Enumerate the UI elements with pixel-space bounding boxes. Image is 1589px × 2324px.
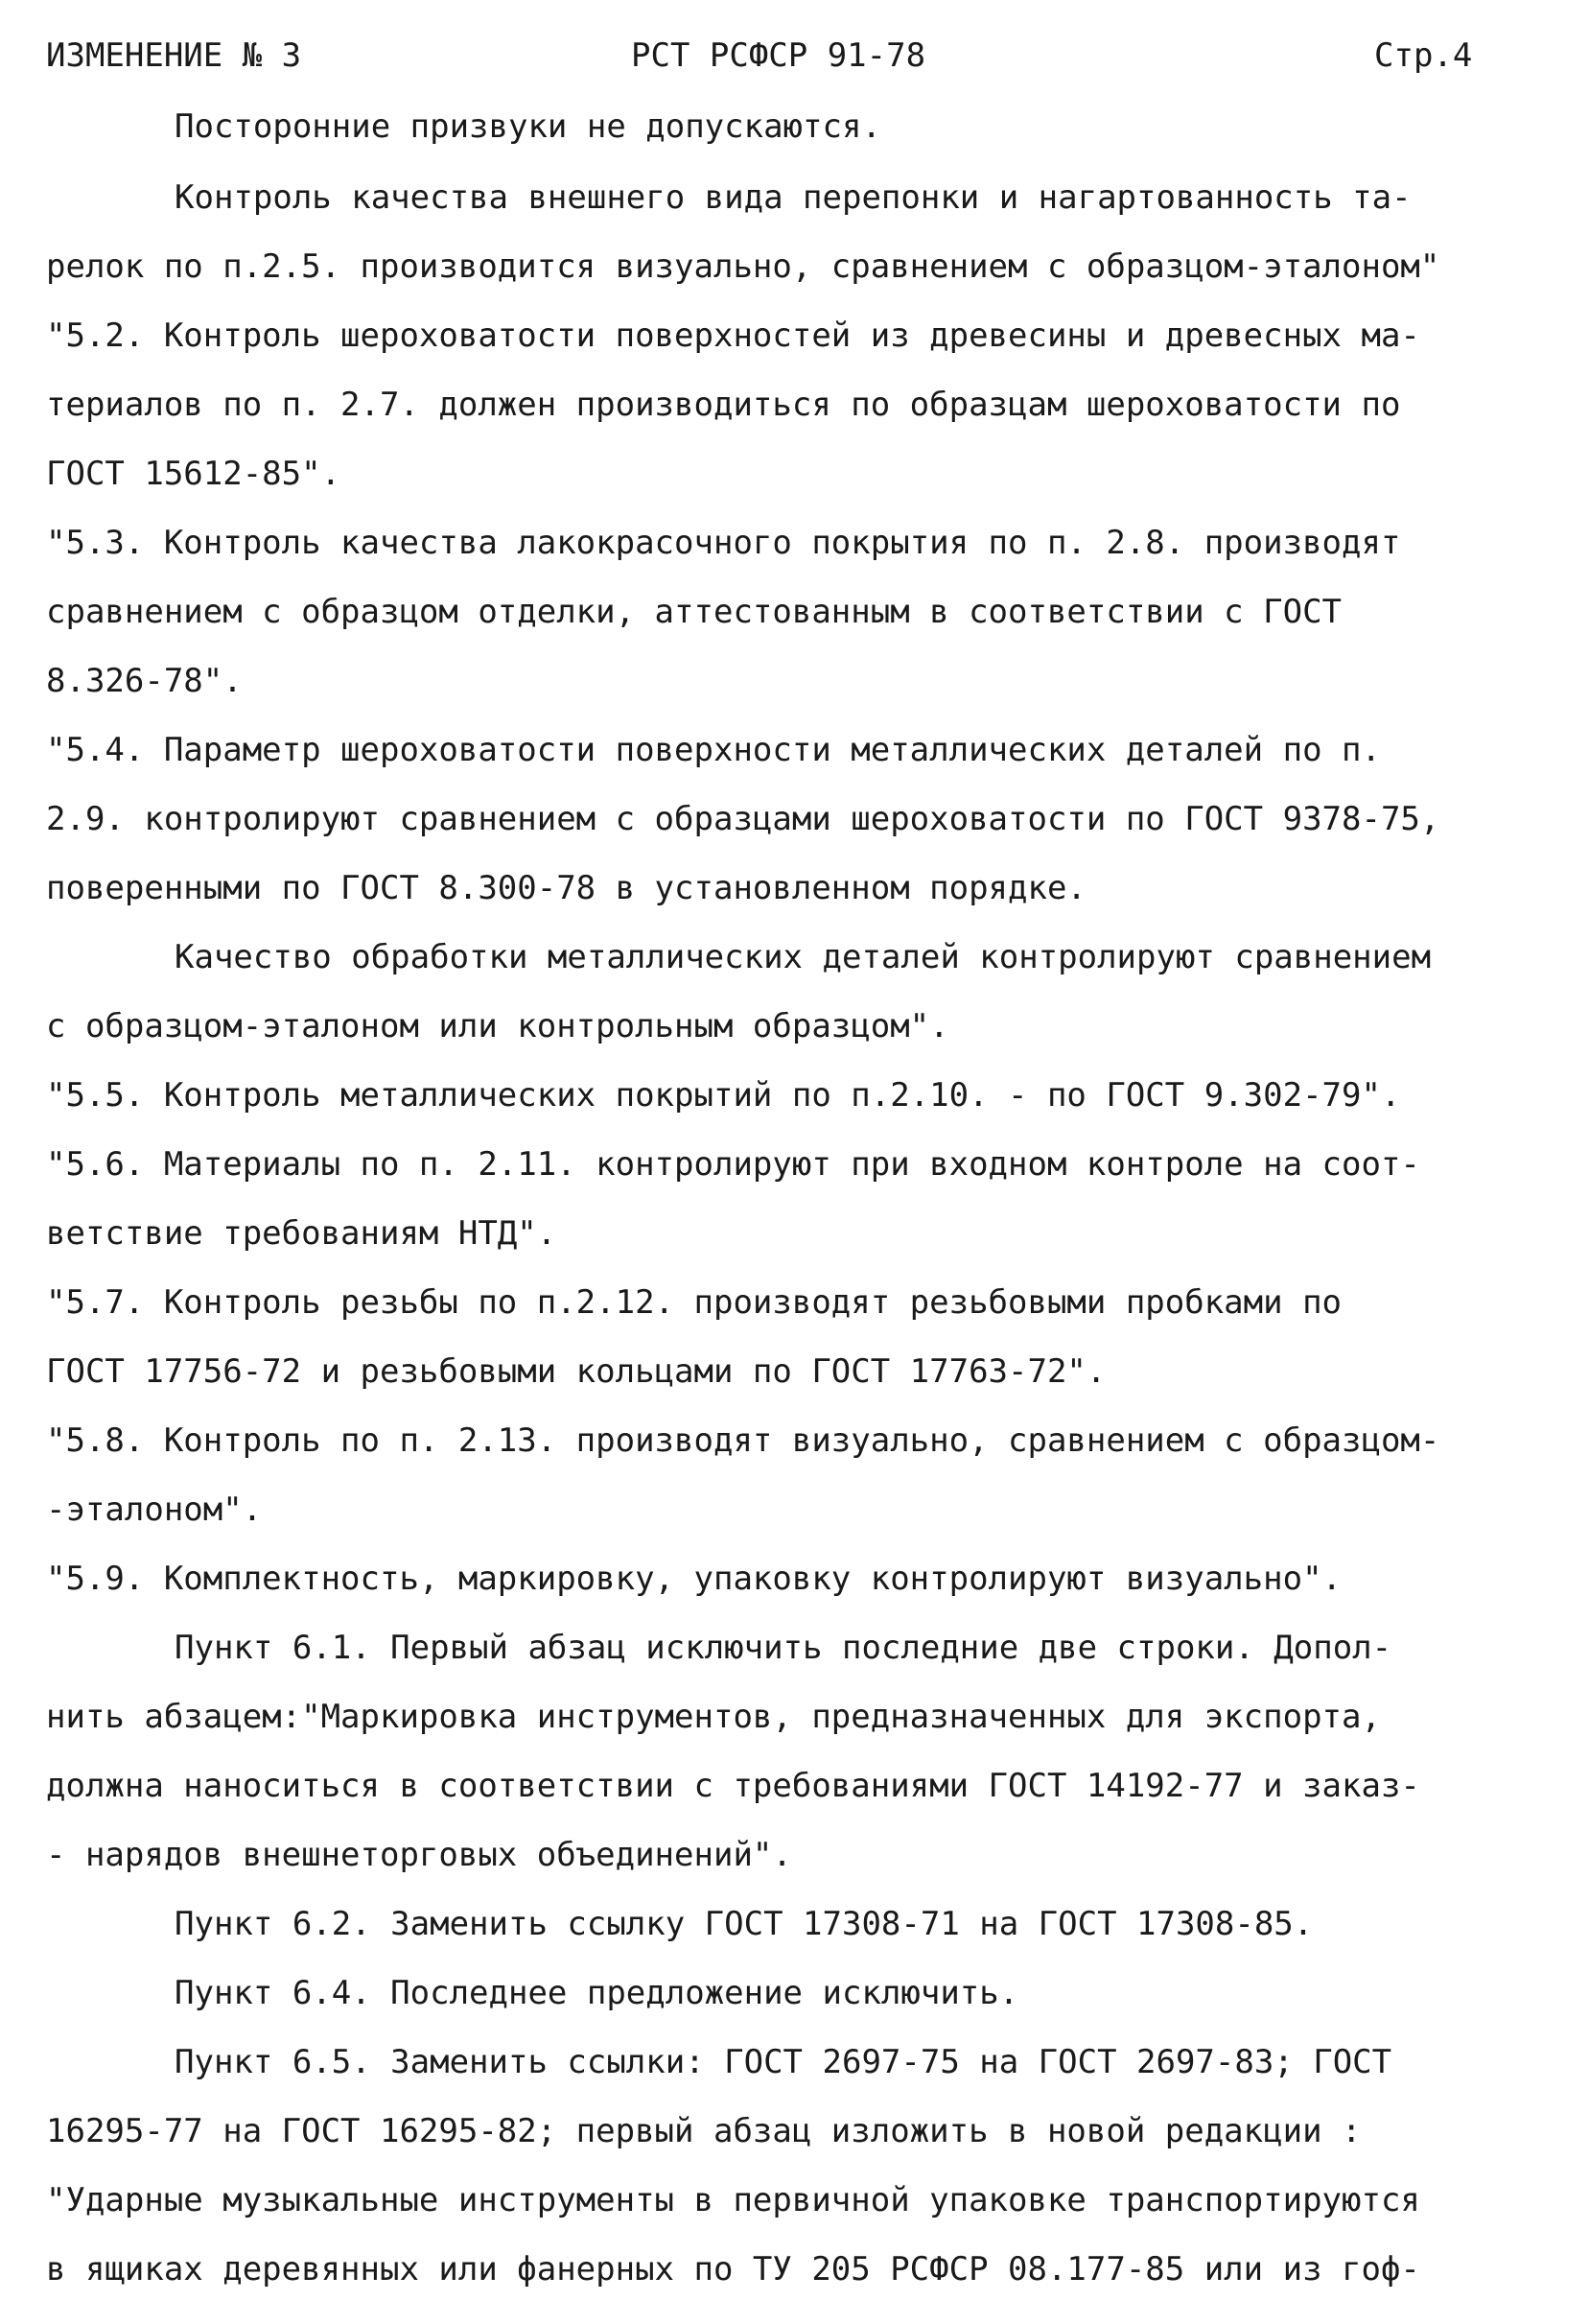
text-line: нить абзацем:"Маркировка инструментов, предназначенных для экспорта, [46, 1698, 1381, 1736]
text-line: "5.7. Контроль резьбы по п.2.12. производят резьбовыми пробками по [46, 1283, 1343, 1322]
text-line: - нарядов внешнеторговых объединений". [46, 1836, 792, 1874]
text-line: 2.9. контролируют сравнением с образцами шероховатости по ГОСТ 9378-75, [46, 800, 1440, 838]
text-line: с образцом-эталоном или контрольным образцом". [46, 1007, 949, 1045]
text-line: "Ударные музыкальные инструменты в первичной упаковке транспортируются [46, 2181, 1420, 2219]
text-line: "5.8. Контроль по п. 2.13. производят визуально, сравнением с образцом- [46, 1421, 1440, 1460]
standard-designation: РСТ РСФСР 91-78 [631, 36, 926, 75]
text-line: в ящиках деревянных или фанерных по ТУ 205 РСФСР 08.177-85 или из гоф- [46, 2250, 1420, 2289]
text-line: -эталоном". [46, 1491, 263, 1529]
text-line: Контроль качества внешнего вида перепонки и нагартованность та- [175, 178, 1412, 217]
page-number: Стр.4 [1374, 36, 1473, 75]
text-line: Пункт 6.4. Последнее предложение исключить. [175, 1974, 1019, 2012]
text-line: ГОСТ 17756-72 и резьбовыми кольцами по ГОСТ 17763-72". [46, 1352, 1107, 1391]
text-line: 8.326-78". [46, 662, 243, 700]
text-line: Пункт 6.2. Заменить ссылку ГОСТ 17308-71 на ГОСТ 17308-85. [175, 1905, 1314, 1943]
amendment-number: ИЗМЕНЕНИЕ № 3 [46, 36, 302, 75]
text-line: Посторонние призвуки не допускаются. [175, 107, 881, 146]
text-line: ГОСТ 15612-85". [46, 455, 341, 493]
text-line: "5.9. Комплектность, маркировку, упаковку контролируют визуально". [46, 1560, 1343, 1598]
text-line: "5.6. Материалы по п. 2.11. контролируют при входном контроле на соот- [46, 1145, 1420, 1184]
text-line: "5.5. Контроль металлических покрытий по п.2.10. - по ГОСТ 9.302-79". [46, 1076, 1401, 1115]
text-line: поверенными по ГОСТ 8.300-78 в установленном порядке. [46, 869, 1087, 907]
text-line: териалов по п. 2.7. должен производиться по образцам шероховатости по [46, 386, 1401, 424]
text-line: Пункт 6.5. Заменить ссылки: ГОСТ 2697-75 на ГОСТ 2697-83; ГОСТ [175, 2043, 1392, 2081]
text-line: релок по п.2.5. производится визуально, сравнением с образцом-эталоном" [46, 247, 1440, 286]
text-line: ветствие требованиям НТД". [46, 1214, 557, 1253]
text-line: Качество обработки металлических деталей контролируют сравнением [175, 938, 1432, 976]
text-line: "5.2. Контроль шероховатости поверхностей из древесины и древесных ма- [46, 317, 1420, 355]
text-line: должна наноситься в соответствии с требованиями ГОСТ 14192-77 и заказ- [46, 1767, 1420, 1805]
text-line: сравнением с образцом отделки, аттестованным в соответствии с ГОСТ [46, 593, 1343, 631]
page-header [46, 36, 1484, 84]
text-line: Пункт 6.1. Первый абзац исключить последние две строки. Допол- [175, 1629, 1392, 1667]
text-line: "5.3. Контроль качества лакокрасочного покрытия по п. 2.8. производят [46, 524, 1401, 562]
text-line: "5.4. Параметр шероховатости поверхности металлических деталей по п. [46, 731, 1381, 769]
text-line: 16295-77 на ГОСТ 16295-82; первый абзац изложить в новой редакции : [46, 2112, 1362, 2150]
